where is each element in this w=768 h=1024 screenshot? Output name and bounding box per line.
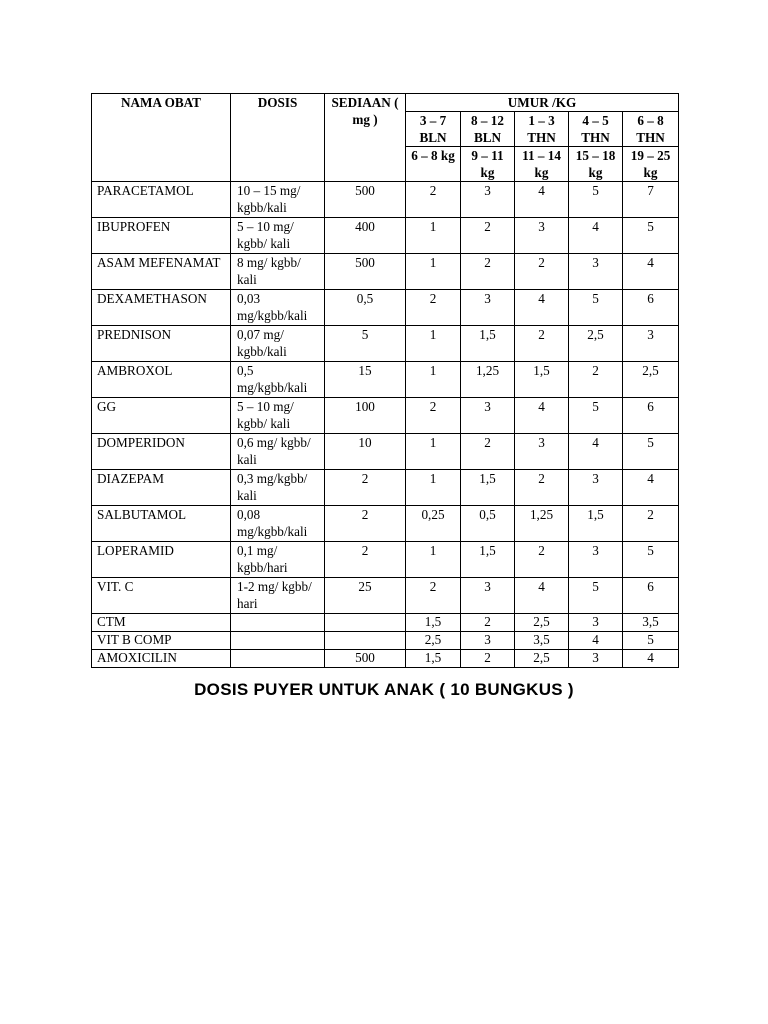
value-cell: 4 [623,470,679,506]
value-cell: 5 [569,182,623,218]
value-cell: 6 [623,578,679,614]
value-cell: 2 [406,290,461,326]
header-name: NAMA OBAT [92,94,231,182]
value-cell: 4 [515,182,569,218]
value-cell: 6 [623,290,679,326]
value-cell: 2,5 [623,362,679,398]
drug-name-cell: AMBROXOL [92,362,231,398]
value-cell: 1,5 [406,614,461,632]
value-cell: 3 [569,254,623,290]
value-cell: 1,5 [461,326,515,362]
table-row [92,434,679,470]
drug-name-cell: DEXAMETHASON [92,290,231,326]
value-cell: 2 [461,434,515,470]
drug-name-cell: CTM [92,614,231,632]
dose-cell: 5 – 10 mg/ kgbb/ kali [231,398,325,434]
value-cell: 1 [406,362,461,398]
value-cell: 4 [515,290,569,326]
table-row [92,182,679,218]
preparation-cell [325,632,406,650]
table-row [92,290,679,326]
value-cell: 3 [461,290,515,326]
value-cell: 3 [515,434,569,470]
value-cell: 1,5 [515,362,569,398]
drug-name-cell: VIT B COMP [92,632,231,650]
value-cell: 5 [569,398,623,434]
value-cell: 3 [569,470,623,506]
preparation-cell [325,614,406,632]
dose-cell: 0,1 mg/ kgbb/hari [231,542,325,578]
value-cell: 3 [461,632,515,650]
drug-name-cell: IBUPROFEN [92,218,231,254]
value-cell: 1 [406,218,461,254]
drug-name-cell: SALBUTAMOL [92,506,231,542]
preparation-cell: 2 [325,542,406,578]
table-row [92,632,679,650]
value-cell: 4 [515,578,569,614]
value-cell: 1,5 [406,650,461,668]
table-row [92,506,679,542]
header-dose: DOSIS [231,94,325,182]
dose-table [91,93,679,668]
value-cell: 0,5 [461,506,515,542]
table-body [92,182,679,668]
drug-name-cell: DIAZEPAM [92,470,231,506]
header-age: 8 – 12 BLN [461,112,515,147]
table-row [92,398,679,434]
header-age: 3 – 7 BLN [406,112,461,147]
table-row [92,470,679,506]
drug-name-cell: AMOXICILIN [92,650,231,668]
table-row [92,650,679,668]
value-cell: 2 [569,362,623,398]
preparation-cell: 500 [325,254,406,290]
dose-cell: 0,08 mg/kgbb/kali [231,506,325,542]
value-cell: 1 [406,254,461,290]
header-age: 4 – 5 THN [569,112,623,147]
preparation-cell: 500 [325,182,406,218]
value-cell: 1 [406,434,461,470]
value-cell: 3,5 [515,632,569,650]
value-cell: 6 [623,398,679,434]
value-cell: 3,5 [623,614,679,632]
drug-name-cell: DOMPERIDON [92,434,231,470]
value-cell: 3 [569,542,623,578]
preparation-cell: 2 [325,470,406,506]
value-cell: 2 [623,506,679,542]
header-age: 1 – 3 THN [515,112,569,147]
header-age-weight: UMUR /KG [406,94,679,112]
value-cell: 2 [406,182,461,218]
dose-cell: 0,6 mg/ kgbb/ kali [231,434,325,470]
dose-cell: 1-2 mg/ kgbb/ hari [231,578,325,614]
value-cell: 7 [623,182,679,218]
value-cell: 2 [406,578,461,614]
value-cell: 2 [406,398,461,434]
dose-cell: 10 – 15 mg/ kgbb/kali [231,182,325,218]
value-cell: 5 [623,632,679,650]
value-cell: 1,25 [461,362,515,398]
preparation-cell: 5 [325,326,406,362]
dose-cell: 8 mg/ kgbb/ kali [231,254,325,290]
value-cell: 4 [623,254,679,290]
value-cell: 3 [569,650,623,668]
value-cell: 5 [623,542,679,578]
dose-cell [231,614,325,632]
value-cell: 1,5 [461,542,515,578]
header-weight: 19 – 25 kg [623,147,679,182]
drug-name-cell: PREDNISON [92,326,231,362]
value-cell: 1,5 [461,470,515,506]
value-cell: 5 [569,290,623,326]
value-cell: 3 [515,218,569,254]
drug-name-cell: LOPERAMID [92,542,231,578]
dose-cell [231,632,325,650]
value-cell: 3 [461,182,515,218]
value-cell: 2 [515,326,569,362]
document-caption: DOSIS PUYER UNTUK ANAK ( 10 BUNGKUS ) [194,680,574,699]
value-cell: 1,25 [515,506,569,542]
drug-name-cell: VIT. C [92,578,231,614]
dose-cell: 5 – 10 mg/ kgbb/ kali [231,218,325,254]
drug-name-cell: PARACETAMOL [92,182,231,218]
value-cell: 2,5 [515,650,569,668]
value-cell: 2,5 [569,326,623,362]
header-weight: 6 – 8 kg [406,147,461,182]
table-row [92,326,679,362]
value-cell: 2,5 [406,632,461,650]
value-cell: 2 [515,470,569,506]
value-cell: 3 [569,614,623,632]
drug-name-cell: GG [92,398,231,434]
dose-cell: 0,3 mg/kgbb/ kali [231,470,325,506]
header-row-1 [92,94,679,112]
value-cell: 2 [461,650,515,668]
value-cell: 2 [515,254,569,290]
value-cell: 2,5 [515,614,569,632]
drug-name-cell: ASAM MEFENAMAT [92,254,231,290]
preparation-cell: 15 [325,362,406,398]
table-row [92,578,679,614]
value-cell: 4 [569,632,623,650]
value-cell: 4 [569,218,623,254]
dose-cell: 0,07 mg/ kgbb/kali [231,326,325,362]
header-weight: 15 – 18 kg [569,147,623,182]
value-cell: 2 [461,254,515,290]
value-cell: 2 [461,614,515,632]
value-cell: 5 [623,218,679,254]
table-row [92,362,679,398]
preparation-cell: 0,5 [325,290,406,326]
value-cell: 0,25 [406,506,461,542]
dose-cell: 0,03 mg/kgbb/kali [231,290,325,326]
dose-cell [231,650,325,668]
preparation-cell: 500 [325,650,406,668]
value-cell: 1 [406,470,461,506]
value-cell: 2 [515,542,569,578]
header-prep: SEDIAAN ( mg ) [325,94,406,182]
dose-cell: 0,5 mg/kgbb/kali [231,362,325,398]
header-weight: 9 – 11 kg [461,147,515,182]
table-row [92,542,679,578]
preparation-cell: 25 [325,578,406,614]
value-cell: 1 [406,542,461,578]
table-row [92,254,679,290]
preparation-cell: 2 [325,506,406,542]
value-cell: 3 [461,578,515,614]
value-cell: 2 [461,218,515,254]
value-cell: 3 [461,398,515,434]
value-cell: 3 [623,326,679,362]
table-row [92,614,679,632]
value-cell: 1 [406,326,461,362]
preparation-cell: 10 [325,434,406,470]
table-row [92,218,679,254]
value-cell: 4 [623,650,679,668]
value-cell: 1,5 [569,506,623,542]
preparation-cell: 100 [325,398,406,434]
preparation-cell: 400 [325,218,406,254]
header-age: 6 – 8 THN [623,112,679,147]
value-cell: 4 [515,398,569,434]
value-cell: 4 [569,434,623,470]
header-weight: 11 – 14 kg [515,147,569,182]
value-cell: 5 [569,578,623,614]
value-cell: 5 [623,434,679,470]
